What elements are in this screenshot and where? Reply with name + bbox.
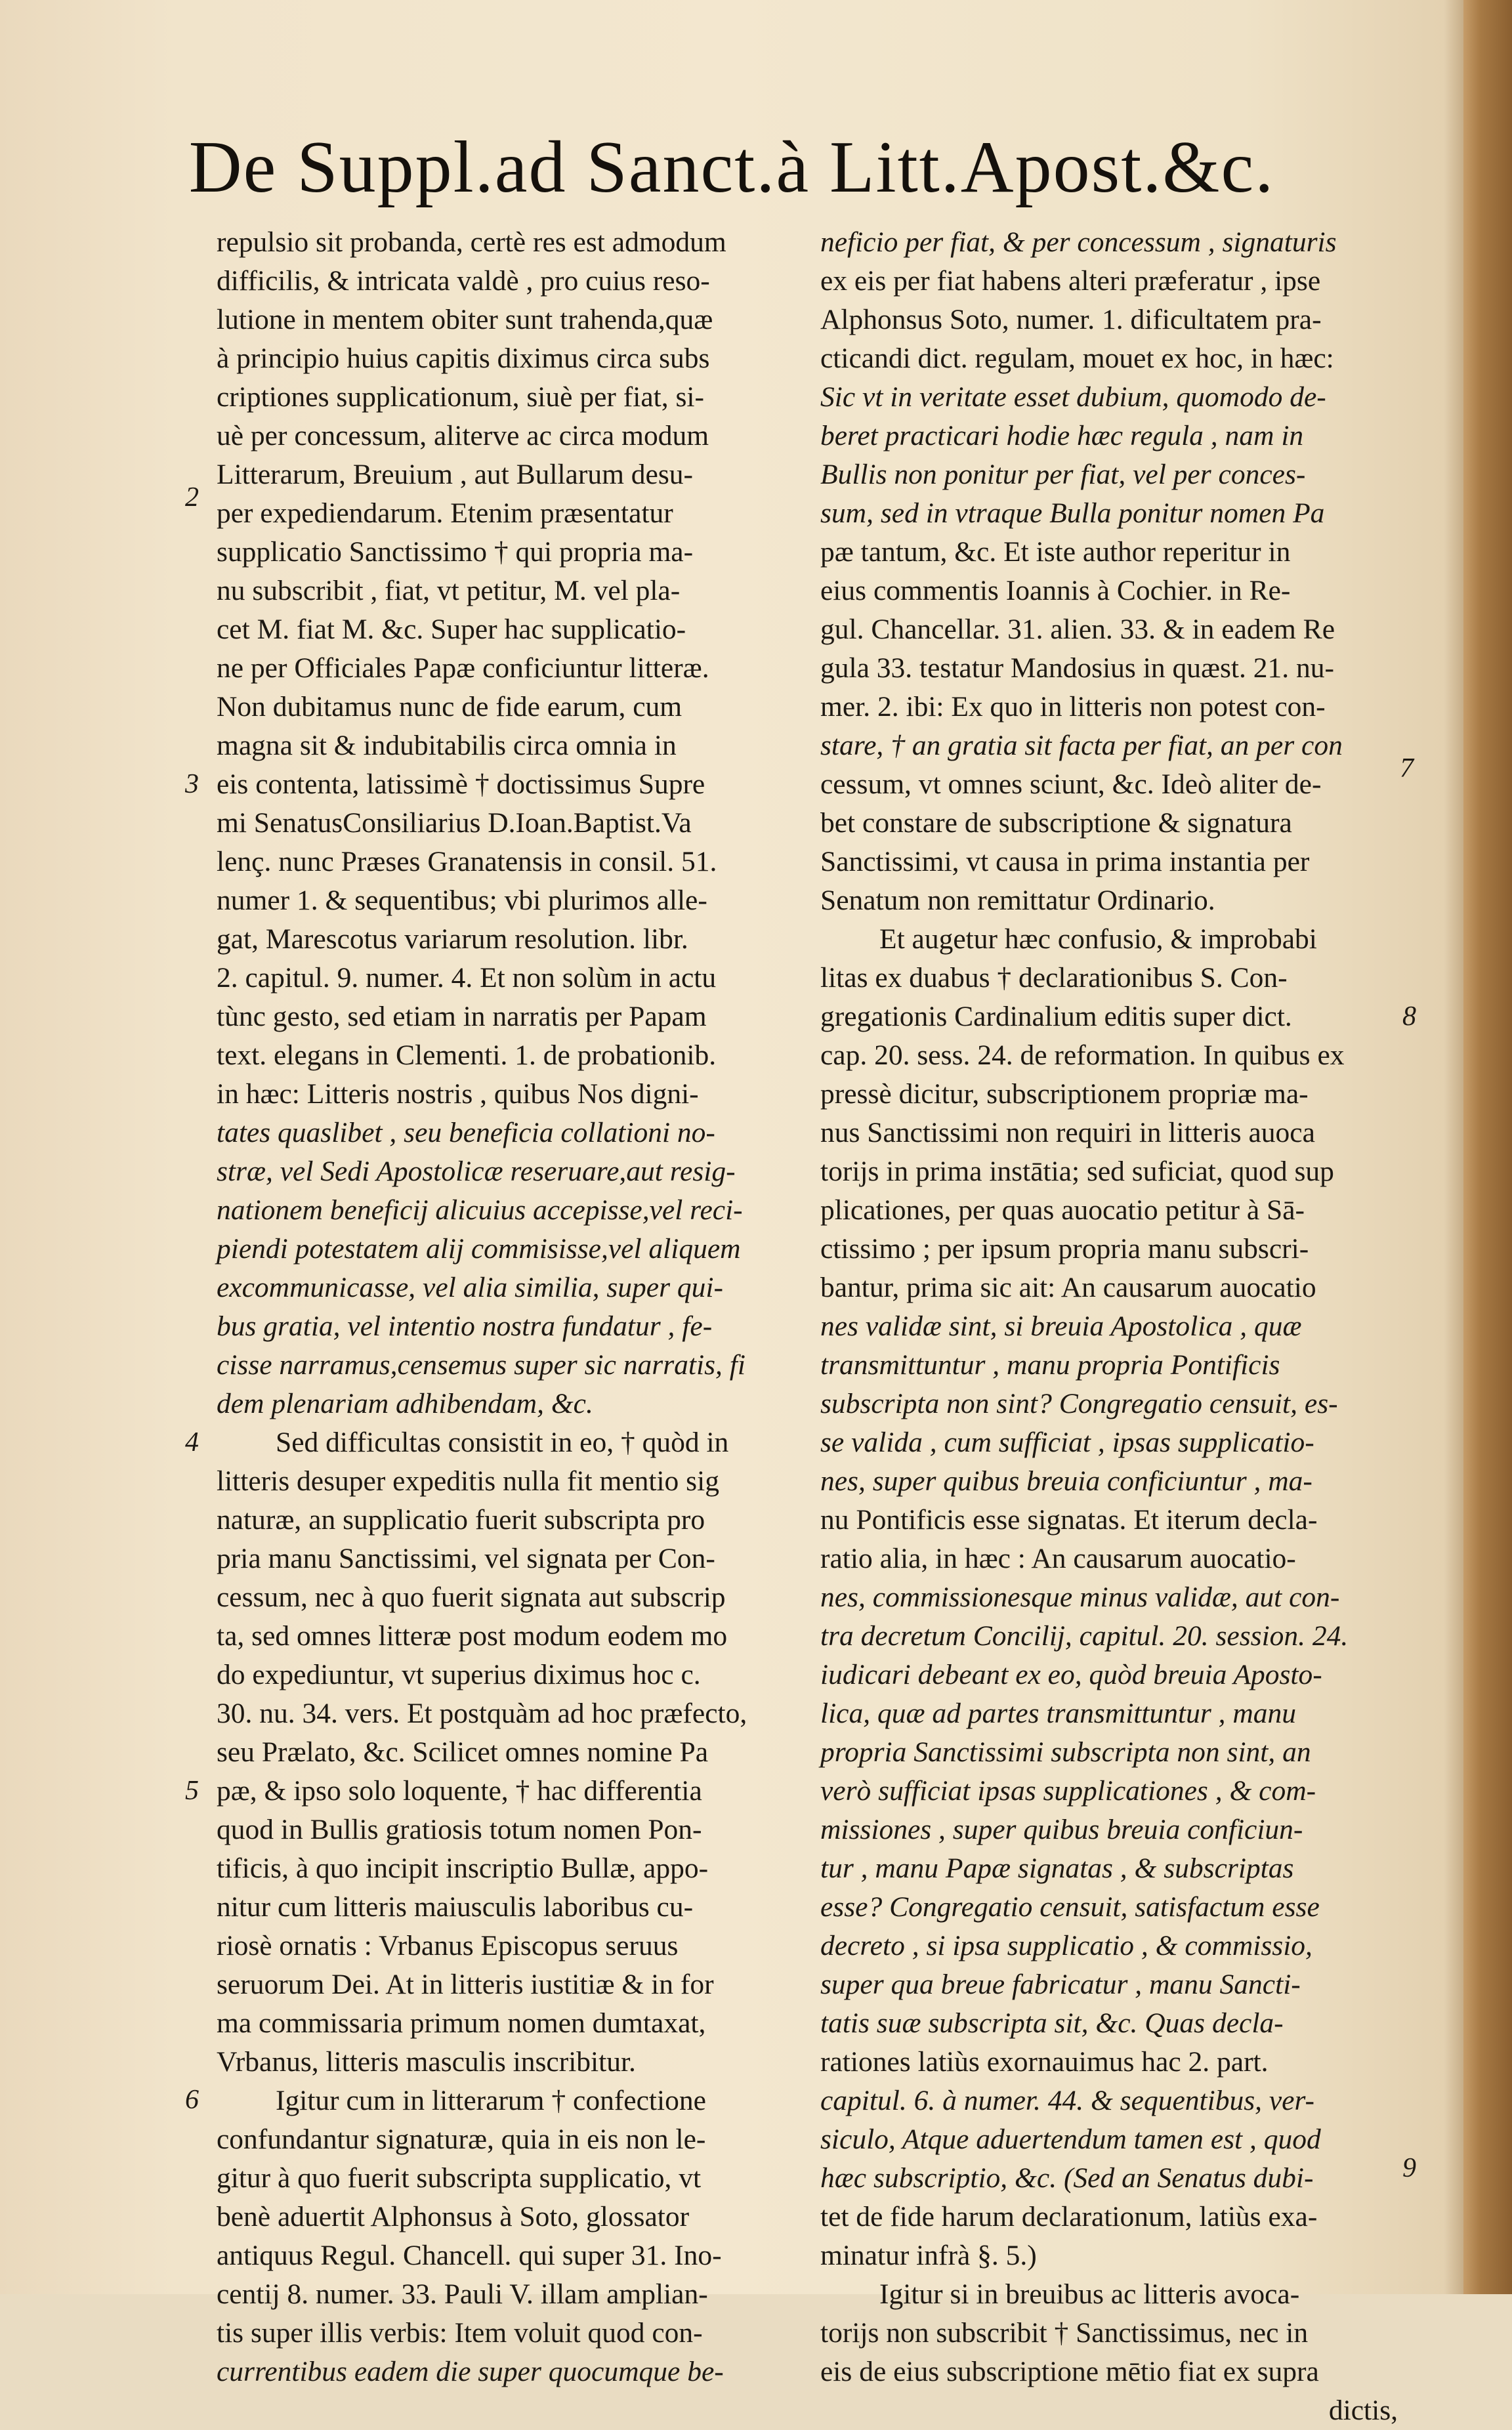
text-line: do expediuntur, vt superius diximus hoc c. bbox=[217, 1659, 701, 1690]
text-line: centij 8. numer. 33. Pauli V. illam amplian- bbox=[217, 2278, 708, 2310]
text-line: ex eis per fiat habens alteri præferatur , ipse bbox=[820, 265, 1321, 297]
text-line: nes validæ sint, si breuia Apostolica , quæ bbox=[820, 1310, 1302, 1342]
margin-number: 5 bbox=[185, 1776, 199, 1806]
text-line: nitur cum litteris maiusculis laboribus cu- bbox=[217, 1891, 694, 1923]
left-column bbox=[217, 223, 794, 2387]
text-line: gul. Chancellar. 31. alien. 33. & in eadem Re bbox=[820, 614, 1335, 645]
text-line: decreto , si ipsa supplicatio , & commissio, bbox=[820, 1930, 1312, 1961]
text-line: hæc subscriptio, &c. (Sed an Senatus dubi- bbox=[820, 2162, 1314, 2194]
text-line: lutione in mentem obiter sunt trahenda,quæ bbox=[217, 304, 713, 335]
text-line: tatis suæ subscripta sit, &c. Quas decla- bbox=[820, 2007, 1284, 2039]
text-line: verò sufficiat ipsas supplicationes , & com- bbox=[820, 1775, 1316, 1807]
text-line: uè per concessum, aliterve ac circa modum bbox=[217, 420, 709, 451]
text-line: pria manu Sanctissimi, vel signata per Con- bbox=[217, 1543, 715, 1574]
text-line: minatur infrà §. 5.) bbox=[820, 2240, 1037, 2271]
text-line: quod in Bullis gratiosis totum nomen Pon- bbox=[217, 1814, 702, 1845]
text-line: lica, quæ ad partes transmittuntur , manu bbox=[820, 1698, 1297, 1729]
text-line: gitur à quo fuerit subscripta supplicatio, vt bbox=[217, 2162, 702, 2194]
text-line: ctissimo ; per ipsum propria manu subscri- bbox=[820, 1233, 1309, 1265]
text-line: nationem beneficij alicuius accepisse,vel reci- bbox=[217, 1194, 743, 1226]
text-line: benè aduertit Alphonsus à Soto, glossator bbox=[217, 2201, 690, 2232]
text-line: siculo, Atque aduertendum tamen est , quod bbox=[820, 2124, 1321, 2155]
text-line: Senatum non remittatur Ordinario. bbox=[820, 885, 1215, 916]
text-line: gregationis Cardinalium editis super dict. bbox=[820, 1001, 1292, 1032]
text-line: tates quaslibet , seu beneficia collationi no- bbox=[217, 1117, 715, 1148]
margin-number: 6 bbox=[185, 2085, 199, 2115]
text-line: ma commissaria primum nomen dumtaxat, bbox=[217, 2007, 706, 2039]
text-line: magna sit & indubitabilis circa omnia in bbox=[217, 730, 677, 761]
text-line: cap. 20. sess. 24. de reformation. In quibus ex bbox=[820, 1039, 1345, 1071]
text-line: bantur, prima sic ait: An causarum auocatio bbox=[820, 1272, 1316, 1303]
text-line: cisse narramus,censemus super sic narratis, fi bbox=[217, 1349, 746, 1381]
margin-number: 8 bbox=[1402, 1001, 1416, 1032]
text-line: litas ex duabus † declarationibus S. Con- bbox=[820, 962, 1288, 994]
text-line: tet de fide harum declarationum, latiùs exa- bbox=[820, 2201, 1318, 2232]
text-line: sum, sed in vtraque Bulla ponitur nomen Pa bbox=[820, 497, 1325, 529]
text-line: Bullis non ponitur per fiat, vel per conces- bbox=[820, 459, 1306, 490]
text-line: torijs in prima instātia; sed suficiat, quod sup bbox=[820, 1156, 1334, 1187]
text-line: supplicatio Sanctissimo † qui propria ma- bbox=[217, 536, 694, 568]
text-line: lenç. nunc Præses Granatensis in consil. 51. bbox=[217, 846, 717, 877]
text-line: numer 1. & sequentibus; vbi plurimos alle- bbox=[217, 885, 707, 916]
text-line: plicationes, per quas auocatio petitur à Sā- bbox=[820, 1194, 1305, 1226]
text-line: torijs non subscribit † Sanctissimus, nec in bbox=[820, 2317, 1309, 2349]
text-line: transmittuntur , manu propria Pontificis bbox=[820, 1349, 1280, 1381]
text-line: text. elegans in Clementi. 1. de probationib. bbox=[217, 1039, 717, 1071]
text-line: litteris desuper expeditis nulla fit mentio sig bbox=[217, 1465, 719, 1497]
margin-number: 7 bbox=[1400, 753, 1414, 784]
text-line: cessum, nec à quo fuerit signata aut subscrip bbox=[217, 1582, 726, 1613]
text-line: 2. capitul. 9. numer. 4. Et non solùm in actu bbox=[217, 962, 717, 994]
running-header: De Suppl.ad Sanct.à Litt.Apost.&c. bbox=[188, 127, 1275, 208]
text-line: gat, Marescotus variarum resolution. libr. bbox=[217, 923, 688, 955]
text-line: antiquus Regul. Chancell. qui super 31. Ino- bbox=[217, 2240, 722, 2271]
book-edge bbox=[1463, 0, 1512, 2294]
text-line: se valida , cum sufficiat , ipsas supplicatio- bbox=[820, 1427, 1314, 1458]
text-line: Igitur cum in litterarum † confectione bbox=[276, 2085, 706, 2116]
text-line: Alphonsus Soto, numer. 1. dificultatem pra- bbox=[820, 304, 1322, 335]
text-line: gula 33. testatur Mandosius in quæst. 21. nu- bbox=[820, 652, 1334, 684]
text-line: in hæc: Litteris nostris , quibus Nos digni- bbox=[217, 1078, 699, 1110]
margin-number: 4 bbox=[185, 1427, 199, 1457]
text-line: rationes latiùs exornauimus hac 2. part. bbox=[820, 2046, 1269, 2078]
text-line: subscripta non sint? Congregatio censuit, es- bbox=[820, 1388, 1338, 1419]
text-line: beret practicari hodie hæc regula , nam in bbox=[820, 420, 1304, 451]
text-line: tificis, à quo incipit inscriptio Bullæ, appo- bbox=[217, 1853, 709, 1884]
text-line: tùnc gesto, sed etiam in narratis per Papam bbox=[217, 1001, 707, 1032]
text-line: Igitur si in breuibus ac litteris avoca- bbox=[879, 2278, 1300, 2310]
text-line: dictis, bbox=[1328, 2395, 1398, 2426]
text-line: bet constare de subscriptione & signatura bbox=[820, 807, 1292, 839]
text-line: nes, commissionesque minus validæ, aut con- bbox=[820, 1582, 1340, 1613]
text-line: per expediendarum. Etenim præsentatur bbox=[217, 497, 673, 529]
text-line: tis super illis verbis: Item voluit quod con- bbox=[217, 2317, 703, 2349]
text-line: esse? Congregatio censuit, satisfactum esse bbox=[820, 1891, 1320, 1923]
text-line: cticandi dict. regulam, mouet ex hoc, in hæc: bbox=[820, 343, 1334, 374]
text-line: mer. 2. ibi: Ex quo in litteris non potest con- bbox=[820, 691, 1326, 723]
text-line: nus Sanctissimi non requiri in litteris auoca bbox=[820, 1117, 1315, 1148]
text-line: piendi potestatem alij commisisse,vel aliquem bbox=[217, 1233, 741, 1265]
text-line: stare, † an gratia sit facta per fiat, an per con bbox=[820, 730, 1343, 761]
right-column bbox=[820, 223, 1398, 2426]
margin-number: 3 bbox=[185, 769, 199, 799]
text-line: naturæ, an supplicatio fuerit subscripta pro bbox=[217, 1504, 705, 1536]
text-line: 30. nu. 34. vers. Et postquàm ad hoc præfecto, bbox=[217, 1698, 747, 1729]
text-line: bus gratia, vel intentio nostra fundatur , fe- bbox=[217, 1310, 713, 1342]
text-line: repulsio sit probanda, certè res est admodum bbox=[217, 226, 726, 258]
text-line: tur , manu Papæ signatas , & subscriptas bbox=[820, 1853, 1294, 1884]
text-line: iudicari debeant ex eo, quòd breuia Aposto- bbox=[820, 1659, 1322, 1690]
text-line: ne per Officiales Papæ conficiuntur litteræ. bbox=[217, 652, 709, 684]
text-line: missiones , super quibus breuia conficiun- bbox=[820, 1814, 1303, 1845]
text-line: pæ, & ipso solo loquente, † hac differentia bbox=[217, 1775, 702, 1807]
text-line: currentibus eadem die super quocumque be- bbox=[217, 2356, 724, 2387]
text-line: ratio alia, in hæc : An causarum auocatio- bbox=[820, 1543, 1296, 1574]
text-line: seu Prælato, &c. Scilicet omnes nomine Pa bbox=[217, 1736, 709, 1768]
text-line: seruorum Dei. At in litteris iustitiæ & in for bbox=[217, 1969, 714, 2000]
text-line: eius commentis Ioannis à Cochier. in Re- bbox=[820, 575, 1291, 606]
text-line: nes, super quibus breuia conficiuntur , ma- bbox=[820, 1465, 1312, 1497]
text-line: propria Sanctissimi subscripta non sint, an bbox=[820, 1736, 1311, 1768]
text-line: neficio per fiat, & per concessum , signaturis bbox=[820, 226, 1337, 258]
text-line: tra decretum Concilij, capitul. 20. session. 24. bbox=[820, 1620, 1349, 1652]
text-line: dem plenariam adhibendam, &c. bbox=[217, 1388, 593, 1419]
text-line: Sed difficultas consistit in eo, † quòd in bbox=[276, 1427, 729, 1458]
text-line: Litterarum, Breuium , aut Bullarum desu- bbox=[217, 459, 694, 490]
text-line: cet M. fiat M. &c. Super hac supplicatio- bbox=[217, 614, 686, 645]
text-line: criptiones supplicationum, siuè per fiat, si- bbox=[217, 381, 704, 413]
text-line: Et augetur hæc confusio, & improbabi bbox=[879, 923, 1317, 955]
text-line: super qua breue fabricatur , manu Sancti- bbox=[820, 1969, 1301, 2000]
text-line: pressè dicitur, subscriptionem propriæ ma- bbox=[820, 1078, 1309, 1110]
margin-number: 2 bbox=[185, 482, 199, 513]
text-line: capitul. 6. à numer. 44. & sequentibus, ver- bbox=[820, 2085, 1315, 2116]
text-line: eis de eius subscriptione mētio fiat ex supra bbox=[820, 2356, 1319, 2387]
text-line: cessum, vt omnes sciunt, &c. Ideò aliter de- bbox=[820, 768, 1322, 800]
text-line: Non dubitamus nunc de fide earum, cum bbox=[217, 691, 682, 723]
text-line: stræ, vel Sedi Apostolicæ reseruare,aut resig- bbox=[217, 1156, 736, 1187]
text-line: confundantur signaturæ, quia in eis non le- bbox=[217, 2124, 706, 2155]
text-line: ta, sed omnes litteræ post modum eodem mo bbox=[217, 1620, 728, 1652]
text-line: riosè ornatis : Vrbanus Episcopus seruus bbox=[217, 1930, 679, 1961]
text-line: Sic vt in veritate esset dubium, quomodo de- bbox=[820, 381, 1326, 413]
text-line: à principio huius capitis diximus circa subs bbox=[217, 343, 710, 374]
text-line: mi SenatusConsiliarius D.Ioan.Baptist.Va bbox=[217, 807, 692, 839]
text-line: nu Pontificis esse signatas. Et iterum decla- bbox=[820, 1504, 1318, 1536]
text-line: Vrbanus, litteris masculis inscribitur. bbox=[217, 2046, 636, 2078]
text-line: excommunicasse, vel alia similia, super qui- bbox=[217, 1272, 723, 1303]
text-line: pæ tantum, &c. Et iste author reperitur in bbox=[820, 536, 1291, 568]
margin-number: 9 bbox=[1402, 2153, 1416, 2183]
text-line: eis contenta, latissimè † doctissimus Supre bbox=[217, 768, 705, 800]
text-line: Sanctissimi, vt causa in prima instantia per bbox=[820, 846, 1310, 877]
text-line: difficilis, & intricata valdè , pro cuius reso- bbox=[217, 265, 710, 297]
text-line: nu subscribit , fiat, vt petitur, M. vel pla- bbox=[217, 575, 681, 606]
